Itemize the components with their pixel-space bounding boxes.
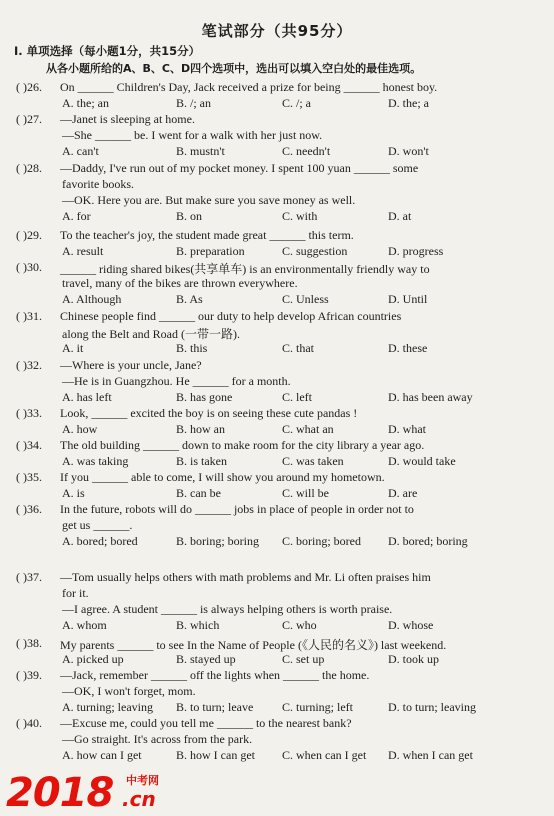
question-text: On ______ Children's Day, Jack received a prize for being ______ honest boy. — [60, 80, 438, 94]
answer-option: B. on — [176, 209, 203, 223]
answer-option: B. which — [176, 618, 220, 632]
question-text: favorite books. — [62, 177, 134, 191]
answer-option: B. mustn't — [176, 144, 225, 158]
question-text: —Jack, remember ______ off the lights when ______ the home. — [60, 668, 370, 682]
answer-option: B. to turn; leave — [176, 700, 254, 714]
question-number: ( )27. — [16, 112, 42, 126]
answer-option: A. has left — [62, 390, 112, 404]
answer-option: A. can't — [62, 144, 99, 158]
answer-option: A. was taking — [62, 454, 129, 468]
question-number: ( )31. — [16, 309, 42, 323]
question-number: ( )40. — [16, 716, 42, 730]
watermark-logo: 2018 — [6, 770, 114, 816]
question-number: ( )39. — [16, 668, 42, 682]
answer-option: A. result — [62, 244, 104, 258]
section-instruction: 从各小题所给的A、B、C、D四个选项中，选出可以填入空白处的最佳选项。 — [46, 62, 422, 75]
answer-option: B. how an — [176, 422, 225, 436]
question-text: —He is in Guangzhou. He ______ for a month. — [62, 374, 291, 388]
question-text: get us ______. — [62, 518, 133, 532]
question-text: ______ riding shared bikes(共享单车) is an environmentally friendly way to — [60, 262, 430, 276]
answer-option: D. when I can get — [388, 748, 473, 762]
answer-option: D. the; a — [388, 96, 429, 110]
question-text: To the teacher's joy, the student made great ______ this term. — [60, 228, 354, 242]
answer-option: D. took up — [388, 652, 439, 666]
answer-option: D. has been away — [388, 390, 473, 404]
answer-option: A. the; an — [62, 96, 109, 110]
answer-option: B. preparation — [176, 244, 245, 258]
question-number: ( )29. — [16, 228, 42, 242]
answer-option: C. /; a — [282, 96, 311, 110]
answer-option: A. is — [62, 486, 85, 500]
answer-option: A. picked up — [62, 652, 124, 666]
answer-option: B. stayed up — [176, 652, 236, 666]
answer-option: C. set up — [282, 652, 325, 666]
question-text: The old building ______ down to make room for the city library a year ago. — [60, 438, 425, 452]
question-number: ( )36. — [16, 502, 42, 516]
answer-option: B. how I can get — [176, 748, 255, 762]
question-text: —Daddy, I've run out of my pocket money. I spent 100 yuan ______ some — [60, 161, 419, 175]
answer-option: D. at — [388, 209, 412, 223]
answer-option: C. what an — [282, 422, 334, 436]
answer-option: D. whose — [388, 618, 434, 632]
question-text: —Excuse me, could you tell me ______ to the nearest bank? — [60, 716, 352, 730]
answer-option: B. As — [176, 292, 203, 306]
answer-option: D. what — [388, 422, 426, 436]
question-number: ( )30. — [16, 260, 42, 274]
answer-option: B. can be — [176, 486, 221, 500]
question-text: —OK. Here you are. But make sure you save money as well. — [62, 193, 356, 207]
section-heading: Ⅰ. 单项选择（每小题1分，共15分） — [14, 44, 201, 58]
answer-option: D. these — [388, 341, 428, 355]
answer-option: C. turning; left — [282, 700, 353, 714]
answer-option: B. has gone — [176, 390, 233, 404]
answer-option: C. suggestion — [282, 244, 348, 258]
answer-option: D. won't — [388, 144, 429, 158]
question-text: —OK, I won't forget, mom. — [62, 684, 196, 698]
question-text: My parents ______ to see In the Name of People (《人民的名义》) last weekend. — [60, 638, 447, 652]
question-number: ( )38. — [16, 636, 42, 650]
watermark-sub: 中考网 — [126, 774, 159, 787]
question-text: travel, many of the bikes are thrown everywhere. — [62, 276, 298, 290]
question-number: ( )28. — [16, 161, 42, 175]
answer-option: A. whom — [62, 618, 107, 632]
question-number: ( )33. — [16, 406, 42, 420]
answer-option: A. how — [62, 422, 98, 436]
question-text: —Janet is sleeping at home. — [60, 112, 195, 126]
answer-option: C. that — [282, 341, 314, 355]
page-title: 笔试部分（共95分） — [201, 22, 353, 40]
answer-option: C. needn't — [282, 144, 331, 158]
question-number: ( )32. — [16, 358, 42, 372]
answer-option: C. was taken — [282, 454, 344, 468]
answer-option: C. left — [282, 390, 312, 404]
answer-option: B. is taken — [176, 454, 227, 468]
question-text: —She ______ be. I went for a walk with her just now. — [62, 128, 323, 142]
question-text: —Go straight. It's across from the park. — [62, 732, 253, 746]
answer-option: C. Unless — [282, 292, 329, 306]
answer-option: B. boring; boring — [176, 534, 259, 548]
answer-option: D. to turn; leaving — [388, 700, 476, 714]
question-text: —I agree. A student ______ is always helping others is worth praise. — [62, 602, 393, 616]
question-number: ( )37. — [16, 570, 42, 584]
question-number: ( )35. — [16, 470, 42, 484]
answer-option: B. /; an — [176, 96, 211, 110]
question-text: Look, ______ excited the boy is on seeing these cute pandas ! — [60, 406, 358, 420]
answer-option: C. when can I get — [282, 748, 367, 762]
question-text: along the Belt and Road (一带一路). — [62, 327, 240, 341]
question-text: If you ______ able to come, I will show you around my hometown. — [60, 470, 385, 484]
answer-option: A. it — [62, 341, 84, 355]
answer-option: C. with — [282, 209, 318, 223]
question-number: ( )26. — [16, 80, 42, 94]
question-text: —Where is your uncle, Jane? — [60, 358, 202, 372]
answer-option: C. will be — [282, 486, 329, 500]
answer-option: C. boring; bored — [282, 534, 361, 548]
answer-option: A. how can I get — [62, 748, 142, 762]
answer-option: D. bored; boring — [388, 534, 468, 548]
question-text: —Tom usually helps others with math problems and Mr. Li often praises him — [60, 570, 431, 584]
answer-option: D. are — [388, 486, 418, 500]
answer-option: D. progress — [388, 244, 444, 258]
question-text: for it. — [62, 586, 89, 600]
answer-option: B. this — [176, 341, 208, 355]
watermark-domain: .cn — [122, 787, 156, 811]
question-number: ( )34. — [16, 438, 42, 452]
answer-option: D. would take — [388, 454, 456, 468]
answer-option: C. who — [282, 618, 317, 632]
answer-option: A. turning; leaving — [62, 700, 153, 714]
answer-option: A. Although — [62, 292, 122, 306]
answer-option: A. for — [62, 209, 91, 223]
answer-option: A. bored; bored — [62, 534, 138, 548]
question-text: Chinese people find ______ our duty to help develop African countries — [60, 309, 402, 323]
question-text: In the future, robots will do ______ jobs in place of people in order not to — [60, 502, 414, 516]
answer-option: D. Until — [388, 292, 428, 306]
